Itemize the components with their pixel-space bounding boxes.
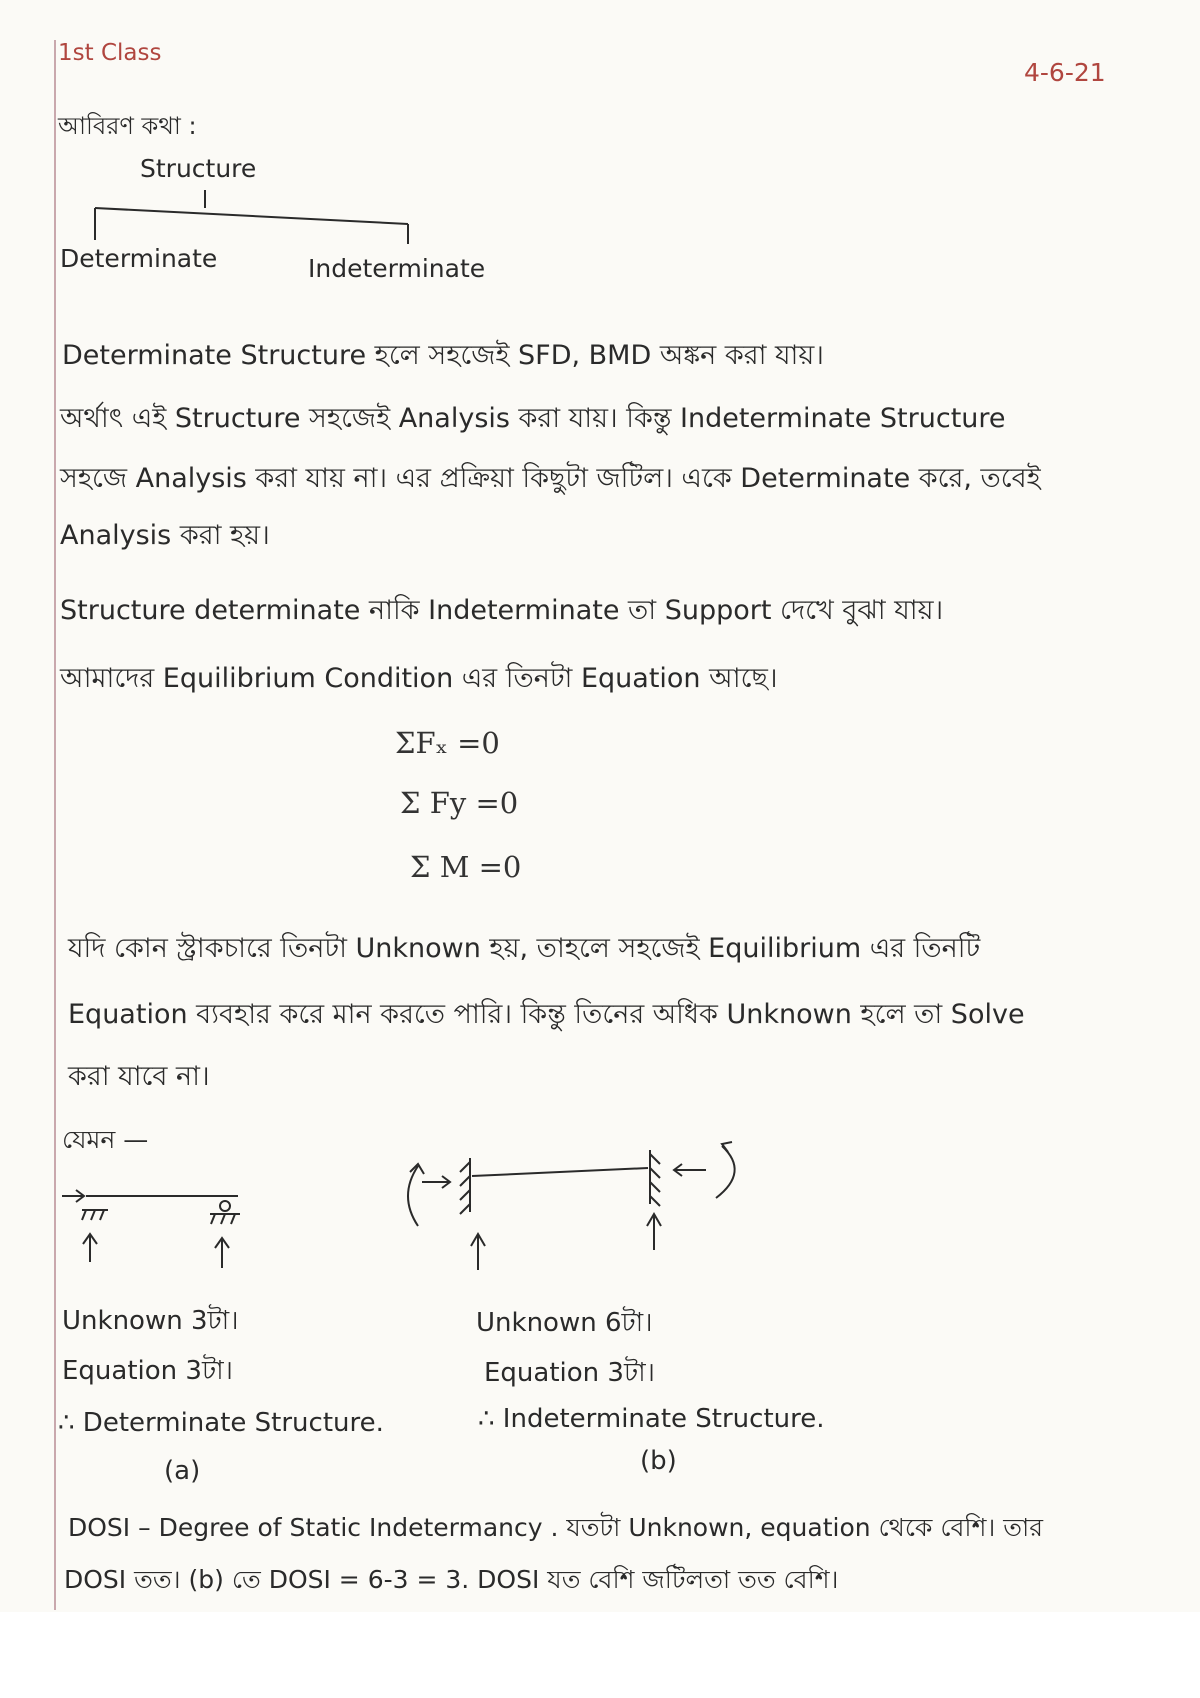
paragraph-5-line-1: যদি কোন স্ট্রাকচারে তিনটা Unknown হয়, তাহলে সহজেই Equilibrium এর তিনটি bbox=[68, 933, 981, 964]
tree-root: Structure bbox=[140, 154, 257, 183]
equation-sum-m: Σ M =0 bbox=[410, 850, 522, 884]
paragraph-3: Structure determinate নাকি Indeterminate তা Support দেখে বুঝা যায়। bbox=[60, 595, 944, 626]
tree-right-indeterminate: Indeterminate bbox=[308, 254, 486, 283]
example-a-unknown: Unknown 3টা। bbox=[62, 1306, 239, 1336]
tree-left-determinate: Determinate bbox=[60, 244, 218, 273]
paragraph-2-line-2: সহজে Analysis করা যায় না। এর প্রক্রিয়া কিছুটা জটিল। একে Determinate করে, তবেই bbox=[60, 463, 1041, 494]
class-label: 1st Class bbox=[58, 40, 162, 66]
example-b-unknown: Unknown 6টা। bbox=[476, 1308, 653, 1338]
section-title: আবিরণ কথা : bbox=[58, 112, 197, 140]
equation-sum-fx: ΣFₓ =0 bbox=[395, 726, 500, 760]
example-a-label: (a) bbox=[164, 1456, 201, 1486]
paragraph-4: আমাদের Equilibrium Condition এর তিনটা Equation আছে। bbox=[60, 663, 778, 694]
paragraph-5-line-2: Equation ব্যবহার করে মান করতে পারি। কিন্তু তিনের অধিক Unknown হলে তা Solve bbox=[68, 999, 1025, 1030]
paragraph-2-line-1: অর্থাৎ এই Structure সহজেই Analysis করা যায়। কিন্তু Indeterminate Structure bbox=[60, 403, 1006, 434]
dosi-line-2: DOSI তত। (b) তে DOSI = 6-3 = 3. DOSI যত বেশি জটিলতা তত বেশি। bbox=[64, 1565, 839, 1594]
example-a-equation: Equation 3টা। bbox=[62, 1356, 233, 1386]
example-label: যেমন — bbox=[62, 1125, 149, 1154]
example-b-conclusion: ∴ Indeterminate Structure. bbox=[478, 1404, 825, 1434]
sketch-b-fixed-beam bbox=[408, 1142, 735, 1270]
page-bottom-margin bbox=[0, 1612, 1200, 1698]
example-b-label: (b) bbox=[640, 1446, 677, 1476]
example-a-conclusion: ∴ Determinate Structure. bbox=[58, 1408, 384, 1438]
dosi-line-1: DOSI – Degree of Static Indetermancy . যতটা Unknown, equation থেকে বেশি। তার bbox=[68, 1513, 1044, 1542]
paragraph-5-line-3: করা যাবে না। bbox=[68, 1061, 210, 1092]
paragraph-1: Determinate Structure হলে সহজেই SFD, BMD অঙ্কন করা যায়। bbox=[62, 340, 824, 371]
example-b-equation: Equation 3টা। bbox=[484, 1358, 655, 1388]
date-label: 4-6-21 bbox=[1024, 58, 1106, 87]
paragraph-2-line-3: Analysis করা হয়। bbox=[60, 520, 270, 551]
sketch-a-simply-supported-beam bbox=[62, 1190, 240, 1268]
equation-sum-fy: Σ Fy =0 bbox=[400, 786, 519, 820]
